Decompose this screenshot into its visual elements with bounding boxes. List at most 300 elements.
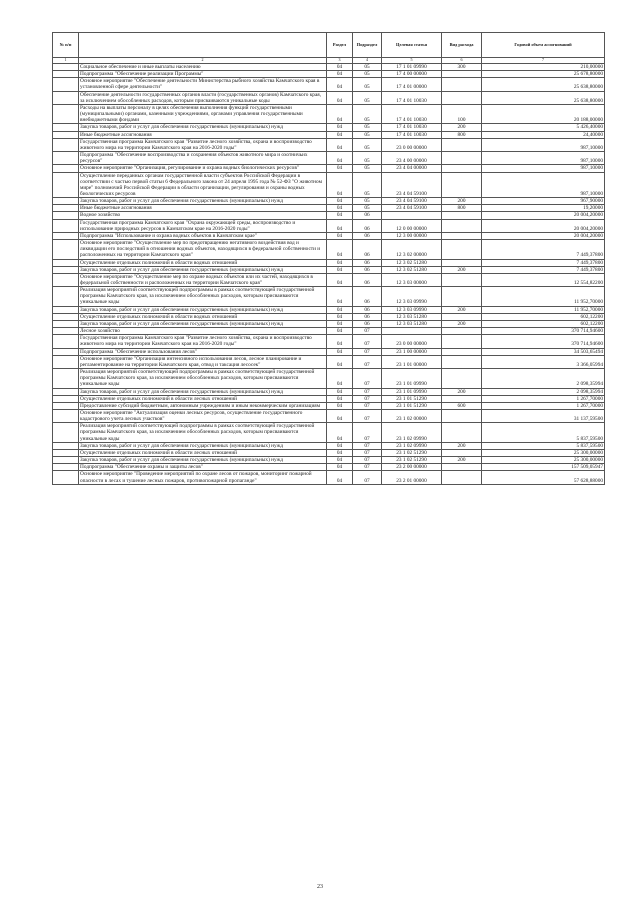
table-row — [53, 402, 605, 409]
item-name: Основное мероприятие "Актуализация оценки лесных ресурсов, осуществление государственного кадастрового учета лесных участков" — [79, 409, 327, 422]
table-row — [53, 131, 605, 138]
item-name: Подпрограмма "Обеспечение реализации Программы" — [79, 71, 327, 78]
num-cell — [53, 78, 79, 91]
item-name: Закупка товаров, работ и услуг для обеспечения государственных (муниципальных) нужд — [79, 388, 327, 395]
table-row — [53, 355, 605, 368]
table-row — [53, 348, 605, 355]
podrazdel-cell: 06 — [353, 287, 382, 306]
amount-cell: 25 300,00000 — [482, 457, 605, 464]
num-cell — [53, 232, 79, 239]
item-name: Осуществление отдельных полномочий в области лесных отношений — [79, 449, 327, 456]
amount-cell: 210,00000 — [482, 64, 605, 71]
item-name: Лесное хозяйство — [79, 328, 327, 335]
expense-type-cell — [442, 348, 482, 355]
item-name: Государственная программа Камчатского края "Развитие лесного хозяйства, охрана и воспроизводство животного мира на территории Камчатского края на 2016-2020 годы" — [79, 335, 327, 348]
item-name: Основное мероприятие "Обеспечение деятельности Министерства рыбного хозяйства Камчатского края в установленной сфере деятельности" — [79, 78, 327, 91]
expense-type-cell — [442, 152, 482, 165]
razdel-cell: 04 — [327, 131, 353, 138]
item-name: Осуществление отдельных полномочий в области водных отношений — [79, 259, 327, 266]
amount-cell: 157 509,05947 — [482, 464, 605, 471]
razdel-cell: 04 — [327, 313, 353, 320]
table-body — [53, 64, 605, 485]
num-cell — [53, 219, 79, 232]
podrazdel-cell: 07 — [353, 355, 382, 368]
table-row — [53, 212, 605, 219]
razdel-cell: 04 — [327, 471, 353, 484]
razdel-cell: 04 — [327, 124, 353, 131]
amount-cell: 2 098,35994 — [482, 369, 605, 388]
expense-type-cell: 800 — [442, 205, 482, 212]
expense-type-cell — [442, 91, 482, 104]
num-cell — [53, 449, 79, 456]
amount-cell: 5 837,59500 — [482, 423, 605, 442]
expense-type-cell — [442, 172, 482, 198]
podrazdel-cell: 05 — [353, 104, 382, 123]
item-name: Основное мероприятие "Осуществление мер по охране водных объектов или их частей, находящихся в федеральной собственности и расположенных на территории Камчатского края" — [79, 273, 327, 286]
table-row — [53, 449, 605, 456]
podrazdel-cell: 07 — [353, 471, 382, 484]
podrazdel-cell: 07 — [353, 395, 382, 402]
razdel-cell: 04 — [327, 104, 353, 123]
razdel-cell: 04 — [327, 355, 353, 368]
table-row — [53, 335, 605, 348]
podrazdel-cell: 07 — [353, 442, 382, 449]
table-header-row — [53, 33, 605, 58]
target-article-cell: 23 4 00 00000 — [382, 152, 442, 165]
amount-cell: 5 426,40000 — [482, 124, 605, 131]
table-row — [53, 104, 605, 123]
num-cell — [53, 442, 79, 449]
item-name: Государственная программа Камчатского края "Развитие лесного хозяйства, охрана и воспроизводство животного мира на территории Камчатского края на 2016-2020 годы" — [79, 138, 327, 151]
amount-cell: 25 678,80000 — [482, 71, 605, 78]
table-row — [53, 138, 605, 151]
expense-type-cell: 100 — [442, 104, 482, 123]
item-name: Подпрограмма "Обеспечение использования лесов" — [79, 348, 327, 355]
podrazdel-cell: 05 — [353, 124, 382, 131]
num-cell — [53, 409, 79, 422]
amount-cell: 25 300,00000 — [482, 449, 605, 456]
item-name: Основное мероприятие "Осуществление мер по предотвращению негативного воздействия вод и ликвидации его последствий в отношении водных объектов, находящихся в федеральной собственности и расположенных на территории Камчатского края" — [79, 240, 327, 259]
podrazdel-cell: 07 — [353, 464, 382, 471]
expense-type-cell — [442, 240, 482, 259]
razdel-cell: 04 — [327, 388, 353, 395]
table-row — [53, 313, 605, 320]
table-row — [53, 232, 605, 239]
razdel-cell: 04 — [327, 91, 353, 104]
podrazdel-cell: 07 — [353, 457, 382, 464]
num-cell — [53, 348, 79, 355]
podrazdel-cell: 06 — [353, 313, 382, 320]
expense-type-cell — [442, 78, 482, 91]
num-cell — [53, 369, 79, 388]
table-row — [53, 71, 605, 78]
expense-type-cell — [442, 287, 482, 306]
item-name: Закупка товаров, работ и услуг для обеспечения государственных (муниципальных) нужд — [79, 124, 327, 131]
razdel-cell: 04 — [327, 165, 353, 172]
target-article-cell: 23 2 00 00000 — [382, 464, 442, 471]
expense-type-cell — [442, 335, 482, 348]
expense-type-cell — [442, 259, 482, 266]
expense-type-cell: 300 — [442, 64, 482, 71]
table-row — [53, 320, 605, 327]
target-article-cell: 17 4 01 10030 — [382, 104, 442, 123]
item-name: Реализация мероприятий соответствующей подпрограммы в рамках соответствующей государственной программы Камчатского края, за исключением обособленных расходов, которым присваиваются уникальные коды — [79, 369, 327, 388]
razdel-cell: 04 — [327, 240, 353, 259]
podrazdel-cell: 05 — [353, 91, 382, 104]
expense-type-cell: 200 — [442, 198, 482, 205]
razdel-cell: 04 — [327, 306, 353, 313]
razdel-cell: 04 — [327, 219, 353, 232]
item-name: Иные бюджетные ассигнования — [79, 205, 327, 212]
table-row — [53, 471, 605, 484]
target-article-cell — [382, 328, 442, 335]
razdel-cell: 04 — [327, 259, 353, 266]
amount-cell: 602,12200 — [482, 320, 605, 327]
table-row — [53, 409, 605, 422]
amount-cell: 25 638,80000 — [482, 78, 605, 91]
target-article-cell: 23 0 00 00000 — [382, 138, 442, 151]
amount-cell: 987,10000 — [482, 152, 605, 165]
target-article-cell: 12 3 03 51280 — [382, 320, 442, 327]
podrazdel-cell: 07 — [353, 335, 382, 348]
table-row — [53, 273, 605, 286]
num-cell — [53, 165, 79, 172]
amount-cell: 7 449,37800 — [482, 240, 605, 259]
item-name: Государственная программа Камчатского края "Охрана окружающей среды, воспроизводство и использование природных ресурсов в Камчатском крае на 2016-2020 годы" — [79, 219, 327, 232]
num-cell — [53, 273, 79, 286]
target-article-cell: 23 1 01 09990 — [382, 369, 442, 388]
item-name: Закупка товаров, работ и услуг для обеспечения государственных (муниципальных) нужд — [79, 457, 327, 464]
target-article-cell: 12 3 03 00000 — [382, 273, 442, 286]
expense-type-cell — [442, 464, 482, 471]
razdel-cell: 04 — [327, 64, 353, 71]
table-row — [53, 457, 605, 464]
column-number: 1 — [53, 58, 79, 64]
item-name: Основное мероприятие "Организация интенсивного использования лесов, лесное планирование и регламентирование на территории Камчатского края, отвод и таксация лесосек" — [79, 355, 327, 368]
razdel-cell: 04 — [327, 395, 353, 402]
header-target-article: Целевая статья — [382, 33, 442, 58]
razdel-cell: 04 — [327, 205, 353, 212]
podrazdel-cell: 05 — [353, 131, 382, 138]
razdel-cell: 04 — [327, 198, 353, 205]
podrazdel-cell: 05 — [353, 172, 382, 198]
podrazdel-cell: 06 — [353, 320, 382, 327]
table-row — [53, 388, 605, 395]
table-row — [53, 198, 605, 205]
table-row — [53, 152, 605, 165]
expense-type-cell — [442, 449, 482, 456]
target-article-cell: 23 4 04 59100 — [382, 205, 442, 212]
podrazdel-cell: 06 — [353, 219, 382, 232]
expense-type-cell — [442, 232, 482, 239]
table-row — [53, 240, 605, 259]
expense-type-cell — [442, 423, 482, 442]
target-article-cell: 17 4 01 10030 — [382, 91, 442, 104]
expense-type-cell — [442, 219, 482, 232]
expense-type-cell: 200 — [442, 306, 482, 313]
num-cell — [53, 388, 79, 395]
podrazdel-cell: 06 — [353, 266, 382, 273]
target-article-cell: 23 0 00 00000 — [382, 335, 442, 348]
razdel-cell: 04 — [327, 464, 353, 471]
target-article-cell: 17 1 01 09990 — [382, 64, 442, 71]
num-cell — [53, 172, 79, 198]
header-num: № п/п — [53, 33, 79, 58]
num-cell — [53, 457, 79, 464]
razdel-cell: 04 — [327, 409, 353, 422]
podrazdel-cell: 06 — [353, 273, 382, 286]
target-article-cell: 12 3 03 51280 — [382, 313, 442, 320]
num-cell — [53, 395, 79, 402]
budget-table — [52, 32, 605, 485]
num-cell — [53, 259, 79, 266]
table-row — [53, 369, 605, 388]
num-cell — [53, 131, 79, 138]
target-article-cell: 23 1 00 00000 — [382, 348, 442, 355]
expense-type-cell: 200 — [442, 266, 482, 273]
podrazdel-cell: 05 — [353, 78, 382, 91]
podrazdel-cell: 07 — [353, 402, 382, 409]
expense-type-cell: 200 — [442, 320, 482, 327]
table-row — [53, 124, 605, 131]
target-article-cell: 12 0 00 00000 — [382, 219, 442, 232]
item-name: Социальное обеспечение и иные выплаты населению — [79, 64, 327, 71]
expense-type-cell — [442, 409, 482, 422]
item-name: Подпрограмма "Обеспечение воспроизводства и сохранения объектов животного мира и охотничьих ресурсов" — [79, 152, 327, 165]
item-name: Осуществление переданных органам государственной власти субъектов Российской Федерации в соответствии с частью первой статьи 6 Федерального закона от 24 апреля 1995 года № 52-ФЗ "О животном мире" полномочий Российской Федерации в области организации, регулирования и охраны водных биологических ресурсов — [79, 172, 327, 198]
amount-cell: 967,90000 — [482, 198, 605, 205]
podrazdel-cell: 07 — [353, 423, 382, 442]
num-cell — [53, 198, 79, 205]
amount-cell: 1 267,70000 — [482, 402, 605, 409]
expense-type-cell: 200 — [442, 124, 482, 131]
amount-cell: 25 638,80000 — [482, 91, 605, 104]
podrazdel-cell: 06 — [353, 306, 382, 313]
num-cell — [53, 313, 79, 320]
num-cell — [53, 91, 79, 104]
expense-type-cell: 200 — [442, 442, 482, 449]
podrazdel-cell: 07 — [353, 409, 382, 422]
podrazdel-cell: 07 — [353, 388, 382, 395]
podrazdel-cell: 07 — [353, 369, 382, 388]
target-article-cell: 23 1 01 51290 — [382, 402, 442, 409]
num-cell — [53, 104, 79, 123]
amount-cell: 987,10000 — [482, 138, 605, 151]
expense-type-cell: 600 — [442, 402, 482, 409]
target-article-cell: 12 3 03 09990 — [382, 306, 442, 313]
expense-type-cell — [442, 313, 482, 320]
amount-cell: 2 098,35994 — [482, 388, 605, 395]
razdel-cell: 04 — [327, 320, 353, 327]
target-article-cell: 17 4 01 10030 — [382, 124, 442, 131]
razdel-cell: 04 — [327, 423, 353, 442]
amount-cell: 602,12200 — [482, 313, 605, 320]
razdel-cell: 04 — [327, 369, 353, 388]
document-page — [52, 32, 604, 485]
item-name: Закупка товаров, работ и услуг для обеспечения государственных (муниципальных) нужд — [79, 306, 327, 313]
column-number: 5 — [382, 58, 442, 64]
razdel-cell: 04 — [327, 232, 353, 239]
razdel-cell: 04 — [327, 328, 353, 335]
razdel-cell: 04 — [327, 457, 353, 464]
target-article-cell: 23 1 01 00000 — [382, 355, 442, 368]
item-name: Подпрограмма "Использование и охрана водных объектов в Камчатском крае" — [79, 232, 327, 239]
amount-cell: 24,40000 — [482, 131, 605, 138]
amount-cell: 20 004,20000 — [482, 232, 605, 239]
num-cell — [53, 464, 79, 471]
num-cell — [53, 320, 79, 327]
item-name: Основное мероприятие "Проведение мероприятий по охране лесов от пожаров, мониторинг пожарной опасности в лесах и тушение лесных пожаров, противопожарной пропаганде" — [79, 471, 327, 484]
target-article-cell: 12 3 03 09990 — [382, 287, 442, 306]
razdel-cell: 04 — [327, 449, 353, 456]
target-article-cell: 12 3 02 51280 — [382, 266, 442, 273]
target-article-cell: 17 4 01 10030 — [382, 131, 442, 138]
razdel-cell: 04 — [327, 172, 353, 198]
expense-type-cell — [442, 471, 482, 484]
item-name: Реализация мероприятий соответствующей подпрограммы в рамках соответствующей государственной программы Камчатского края, за исключением обособленных расходов, которым присваиваются уникальные коды — [79, 423, 327, 442]
amount-cell: 19,20000 — [482, 205, 605, 212]
num-cell — [53, 402, 79, 409]
target-article-cell: 17 4 01 00000 — [382, 78, 442, 91]
table-row — [53, 91, 605, 104]
table-row — [53, 442, 605, 449]
item-name: Подпрограмма "Обеспечение охраны и защиты лесов" — [79, 464, 327, 471]
item-name: Закупка товаров, работ и услуг для обеспечения государственных (муниципальных) нужд — [79, 266, 327, 273]
amount-cell: 370 714,94600 — [482, 328, 605, 335]
amount-cell: 20 188,00000 — [482, 104, 605, 123]
razdel-cell: 04 — [327, 273, 353, 286]
expense-type-cell — [442, 355, 482, 368]
header-name — [79, 33, 327, 58]
podrazdel-cell: 07 — [353, 348, 382, 355]
header-razdel: Раздел — [327, 33, 353, 58]
podrazdel-cell: 05 — [353, 138, 382, 151]
num-cell — [53, 335, 79, 348]
item-name: Основное мероприятие "Организация, регулирование и охрана водных биологических ресурсов" — [79, 165, 327, 172]
num-cell — [53, 355, 79, 368]
target-article-cell: 23 4 04 59100 — [382, 172, 442, 198]
target-article-cell: 12 3 00 00000 — [382, 232, 442, 239]
expense-type-cell — [442, 165, 482, 172]
item-name: Закупка товаров, работ и услуг для обеспечения государственных (муниципальных) нужд — [79, 442, 327, 449]
column-number: 3 — [327, 58, 353, 64]
expense-type-cell — [442, 212, 482, 219]
podrazdel-cell: 05 — [353, 205, 382, 212]
target-article-cell — [382, 212, 442, 219]
target-article-cell: 17 4 00 00000 — [382, 71, 442, 78]
item-name: Водное хозяйство — [79, 212, 327, 219]
expense-type-cell — [442, 395, 482, 402]
podrazdel-cell: 06 — [353, 212, 382, 219]
target-article-cell: 23 1 02 09990 — [382, 423, 442, 442]
item-name: Закупка товаров, работ и услуг для обеспечения государственных (муниципальных) нужд — [79, 198, 327, 205]
table-row — [53, 266, 605, 273]
target-article-cell: 23 2 01 00000 — [382, 471, 442, 484]
num-cell — [53, 71, 79, 78]
header-expense-type: Вид расхода — [442, 33, 482, 58]
table-row — [53, 205, 605, 212]
expense-type-cell — [442, 328, 482, 335]
podrazdel-cell: 05 — [353, 198, 382, 205]
table-row — [53, 287, 605, 306]
razdel-cell: 04 — [327, 212, 353, 219]
num-cell — [53, 471, 79, 484]
item-name: Осуществление отдельных полномочий в области водных отношений — [79, 313, 327, 320]
header-annual-volume: Годовой объем ассигнований — [482, 33, 605, 58]
num-cell — [53, 124, 79, 131]
expense-type-cell: 200 — [442, 388, 482, 395]
target-article-cell: 23 1 02 51290 — [382, 457, 442, 464]
amount-cell: 11 952,70000 — [482, 287, 605, 306]
num-cell — [53, 328, 79, 335]
column-number: 6 — [442, 58, 482, 64]
target-article-cell: 23 4 04 00000 — [382, 165, 442, 172]
num-cell — [53, 306, 79, 313]
amount-cell: 5 837,59500 — [482, 442, 605, 449]
num-cell — [53, 152, 79, 165]
podrazdel-cell: 06 — [353, 232, 382, 239]
column-number: 2 — [79, 58, 327, 64]
table-row — [53, 165, 605, 172]
podrazdel-cell: 05 — [353, 64, 382, 71]
expense-type-cell: 800 — [442, 131, 482, 138]
amount-cell: 3 366,05994 — [482, 355, 605, 368]
target-article-cell: 23 1 02 51290 — [382, 449, 442, 456]
amount-cell: 7 449,37800 — [482, 259, 605, 266]
podrazdel-cell: 07 — [353, 449, 382, 456]
num-cell — [53, 205, 79, 212]
num-cell — [53, 138, 79, 151]
amount-cell: 20 004,20000 — [482, 212, 605, 219]
table-row — [53, 306, 605, 313]
amount-cell: 12 554,82200 — [482, 273, 605, 286]
table-row — [53, 464, 605, 471]
item-name: Обеспечение деятельности государственных органов власти (государственных органов) Камчатского края, за исключением обособленных расходов, которым присваиваются уникальные коды — [79, 91, 327, 104]
target-article-cell: 23 4 04 59100 — [382, 198, 442, 205]
table-row — [53, 78, 605, 91]
amount-cell: 31 137,59500 — [482, 409, 605, 422]
razdel-cell: 04 — [327, 78, 353, 91]
amount-cell: 11 952,70000 — [482, 306, 605, 313]
table-row — [53, 219, 605, 232]
item-name: Закупка товаров, работ и услуг для обеспечения государственных (муниципальных) нужд — [79, 320, 327, 327]
column-number: 4 — [353, 58, 382, 64]
podrazdel-cell: 05 — [353, 71, 382, 78]
num-cell — [53, 287, 79, 306]
table-row — [53, 328, 605, 335]
header-podrazdel: Подраздел — [353, 33, 382, 58]
num-cell — [53, 266, 79, 273]
column-number: 7 — [482, 58, 605, 64]
item-name: Предоставление субсидий бюджетным, автономным учреждениям и иным некоммерческим организациям — [79, 402, 327, 409]
amount-cell: 34 503,65494 — [482, 348, 605, 355]
table-row — [53, 259, 605, 266]
razdel-cell: 04 — [327, 71, 353, 78]
amount-cell: 370 714,94600 — [482, 335, 605, 348]
expense-type-cell — [442, 369, 482, 388]
razdel-cell: 04 — [327, 335, 353, 348]
target-article-cell: 12 3 02 00000 — [382, 240, 442, 259]
target-article-cell: 23 1 01 09990 — [382, 388, 442, 395]
target-article-cell: 23 1 02 09990 — [382, 442, 442, 449]
amount-cell: 20 004,20000 — [482, 219, 605, 232]
item-name: Иные бюджетные ассигнования — [79, 131, 327, 138]
target-article-cell: 23 1 02 00000 — [382, 409, 442, 422]
table-row — [53, 395, 605, 402]
podrazdel-cell: 06 — [353, 259, 382, 266]
item-name: Расходы на выплаты персоналу в целях обеспечения выполнения функций государственными (муниципальными) органами, казенными учреждениями, органами управления государственными внебюджетными фондами — [79, 104, 327, 123]
amount-cell: 987,10000 — [482, 165, 605, 172]
